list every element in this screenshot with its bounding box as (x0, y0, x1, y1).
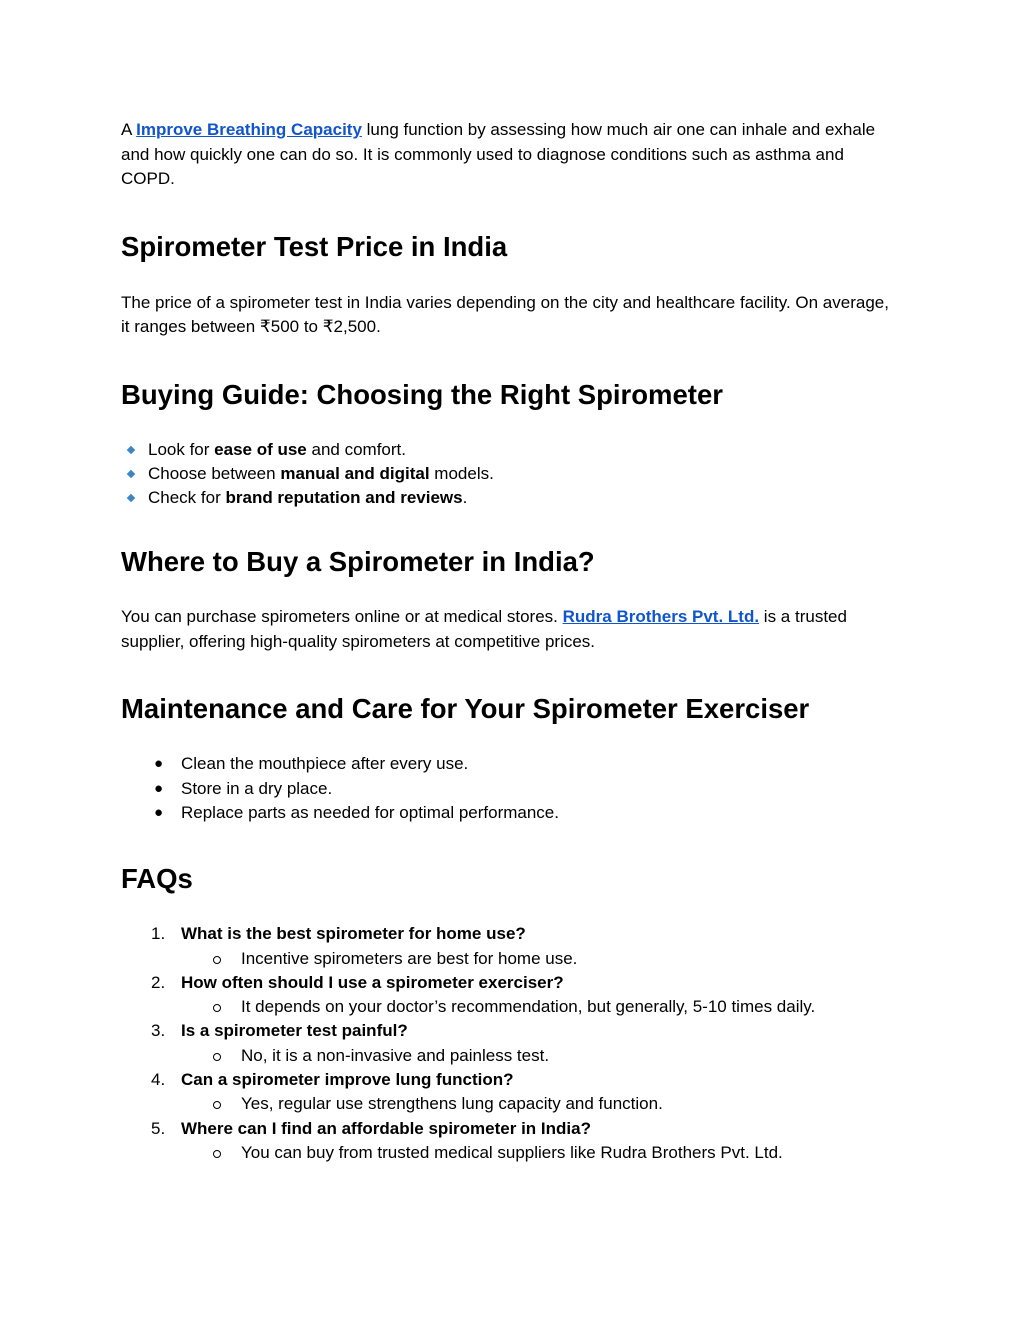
answer-text: Incentive spirometers are best for home use. (241, 948, 578, 968)
hollow-circle-bullet-icon (213, 1150, 221, 1158)
diamond-bullet-icon (127, 494, 135, 502)
list-item (121, 777, 891, 801)
question-text: Can a spirometer improve lung function? (181, 1070, 514, 1090)
item-text: . (462, 488, 468, 508)
price-heading: Spirometer Test Price in India (121, 230, 508, 262)
document-page (121, 118, 891, 1165)
list-item (121, 462, 891, 486)
item-text: Replace parts as needed for optimal performance. (181, 802, 559, 822)
bullet-dot-icon: ● (154, 803, 164, 821)
answer-text: It depends on your doctor’s recommendation, but generally, 5-10 times daily. (241, 997, 816, 1017)
question-text: Is a spirometer test painful? (181, 1021, 408, 1041)
item-emphasis: brand reputation and reviews (225, 488, 463, 508)
intro-paragraph (121, 118, 891, 192)
intro-suffix: lung function by assessing how much air one can inhale and exhale and how quickly one can do so. It is commonly used to diagnose conditions such as asthma and COPD. (121, 120, 876, 188)
item-text: Check for (148, 488, 226, 508)
price-paragraph: The price of a spirometer test in India varies depending on the city and healthcare facility. On average, it ranges between ₹500 to ₹2,500. (121, 292, 889, 336)
faq-question (121, 971, 891, 995)
question-text: Where can I find an affordable spirometer in India? (181, 1118, 591, 1138)
hollow-circle-bullet-icon (213, 1101, 221, 1109)
diamond-bullet-icon (127, 470, 135, 478)
faq-list (121, 922, 891, 1165)
list-item (121, 801, 891, 825)
list-item (121, 438, 891, 462)
faq-answer (121, 1044, 891, 1068)
buying-guide-list (121, 438, 891, 511)
faq-question (121, 1117, 891, 1141)
faq-question (121, 1068, 891, 1092)
faqs-heading: FAQs (121, 863, 193, 895)
buy-prefix: You can purchase spirometers online or at medical stores. (121, 607, 563, 627)
faq-answer (121, 995, 891, 1019)
bullet-dot-icon: ● (154, 779, 164, 797)
maintenance-list (121, 752, 891, 825)
question-text: What is the best spirometer for home use? (181, 924, 526, 944)
faq-number: 2. (151, 972, 166, 992)
item-text: Choose between (148, 463, 281, 483)
list-item (121, 752, 891, 776)
bullet-dot-icon: ● (154, 755, 164, 773)
where-to-buy-paragraph (121, 605, 891, 654)
hollow-circle-bullet-icon (213, 956, 221, 964)
faq-number: 1. (151, 924, 166, 944)
rudra-brothers-link[interactable]: Rudra Brothers Pvt. Ltd. (562, 607, 760, 627)
faq-number: 4. (151, 1070, 166, 1090)
item-text: models. (429, 463, 494, 483)
faq-number: 5. (151, 1118, 166, 1138)
item-text: and comfort. (306, 439, 406, 459)
intro-prefix: A (121, 120, 137, 139)
hollow-circle-bullet-icon (213, 1053, 221, 1061)
question-text: How often should I use a spirometer exerciser? (181, 972, 564, 992)
where-to-buy-heading: Where to Buy a Spirometer in India? (121, 546, 595, 578)
item-text: Look for (148, 439, 215, 459)
item-emphasis: ease of use (214, 439, 307, 459)
list-item (121, 486, 891, 510)
faq-number: 3. (151, 1021, 166, 1041)
answer-text: Yes, regular use strengthens lung capacity and function. (241, 1094, 663, 1114)
diamond-bullet-icon (127, 445, 135, 453)
item-text: Clean the mouthpiece after every use. (181, 754, 469, 774)
faq-question (121, 1019, 891, 1043)
faq-answer (121, 1141, 891, 1165)
hollow-circle-bullet-icon (213, 1004, 221, 1012)
faq-question (121, 922, 891, 946)
faq-answer (121, 1092, 891, 1116)
maintenance-heading: Maintenance and Care for Your Spirometer Exerciser (121, 693, 810, 725)
answer-text: You can buy from trusted medical suppliers like Rudra Brothers Pvt. Ltd. (241, 1142, 783, 1162)
item-emphasis: manual and digital (280, 463, 430, 483)
faq-answer (121, 947, 891, 971)
buy-suffix: is a trusted supplier, offering high-quality spirometers at competitive prices. (121, 607, 847, 651)
buying-guide-heading: Buying Guide: Choosing the Right Spirometer (121, 378, 723, 410)
item-text: Store in a dry place. (181, 778, 333, 798)
improve-breathing-capacity-link[interactable]: Improve Breathing Capacity (136, 120, 362, 139)
answer-text: No, it is a non-invasive and painless test. (241, 1045, 550, 1065)
